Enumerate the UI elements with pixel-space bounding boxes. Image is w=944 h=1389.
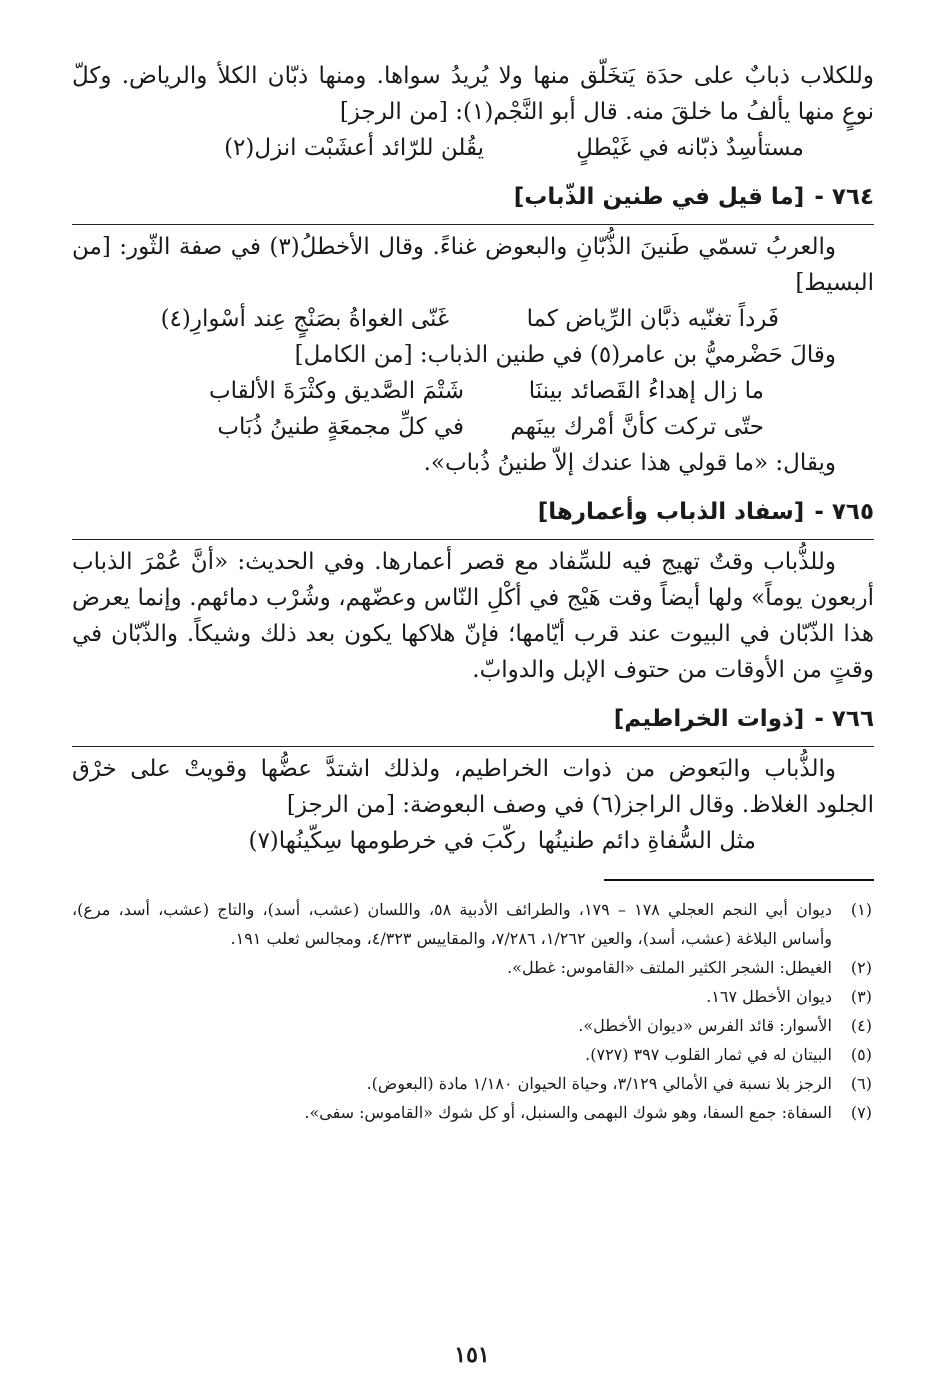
- footnote-number: (٤): [850, 1016, 872, 1035]
- footnote: [72, 953, 874, 982]
- section-heading-764: [72, 180, 874, 214]
- verse-hemistich-second: غَنّى الغواةُ بصَنْجٍ عِند أسْوارِ(٤): [160, 306, 449, 332]
- intro-paragraph: وللكلاب ذبابٌ على حدَة يَتخَلّق منها ولا يُريدُ سواها. ومنها ذبّان الكلأ والرياض. وكلّ نوعٍ منها يألفُ ما خلقَ منه. قال أبو النَّجْم(١): [من الرجز]: [72, 63, 874, 125]
- verse-hadrami-2: [72, 409, 874, 445]
- paragraph-hadrami: وقالَ حَضْرميُّ بن عامر(٥) في طنين الذباب: [من الكامل]: [294, 342, 836, 368]
- footnote-text: ديوان أبي النجم العجلي ١٧٨ – ١٧٩، والطرائف الأدبية ٥٨، واللسان (عشب، أسد)، والتاج (عشب، أسد، مرع)، وأساس البلاغة (عشب، أسد)، والعين ١/٢٦٢، ٧/٢٨٦، والمقاييس ٤/٣٢٣، ومجالس ثعلب ١٩١.: [72, 900, 832, 948]
- page-body: [72, 58, 874, 1127]
- verse-hemistich-first: مستأسِدٌ ذبّانه في غَيْطلٍ: [576, 135, 804, 161]
- footnote-number: (٧): [850, 1103, 872, 1122]
- section-heading-765: [72, 495, 874, 529]
- footnote-text: السفاة: جمع السفا، وهو شوك البهمى والسنبل، أو كل شوك «القاموس: سفى».: [304, 1103, 832, 1122]
- footnote-number: (١): [850, 900, 872, 919]
- paragraph-765: وللذُّباب وقتٌ تهيج فيه للسِّفاد مع قصر أعمارها. وفي الحديث: «أنَّ عُمْرَ الذباب أربعون يوماً» ولها أيضاً وقت هَيْج في أكْلِ النّاس وعضّهم، وشُرْب دمائهم. وإنما يعرض هذا الذّبّان في البيوت عند قرب أيّامها؛ فإنّ هلاكها يكون بعد ذلك وشيكاً. والذّبّان في وقتٍ من الأوقات من حتوف الإبل والدوابّ.: [72, 549, 874, 683]
- section-number: ٧٦٤ -: [814, 184, 874, 210]
- verse-hemistich-second: ركّبَ في خرطومها سِكّينُها(٧): [248, 828, 526, 854]
- footnote-number: (٥): [850, 1045, 872, 1064]
- footnote: [72, 1069, 874, 1098]
- paragraph-766: والذُّباب والبَعوض من ذوات الخراطيم، ولذلك اشتدَّ عضُّها وقويتْ على خرْق الجلود الغلاظ. وقال الراجز(٦) في وصف البعوضة: [من الرجز]: [72, 756, 874, 818]
- paragraph-764: والعربُ تسمّي طَنينَ الذُّبّانِ والبعوض غناءً. وقال الأخطلُ(٣) في صفة الثّور: [من البسيط]: [72, 234, 874, 296]
- footnote-number: (٣): [850, 987, 872, 1006]
- section-number: ٧٦٦ -: [814, 706, 874, 732]
- verse-hemistich-second: يقُلن للرّائد أعشَبْت انزل(٢): [224, 135, 484, 161]
- footnote: [72, 895, 874, 953]
- verse-hemistich-first: ما زال إهداءُ القَصائد بيننَا: [528, 378, 764, 404]
- verse-hemistich-first: مثل السُّفاةِ دائم طنينُها: [537, 828, 756, 854]
- verse-hemistich-second: شَتْمَ الصَّديق وكثْرَةَ الألقاب: [209, 378, 464, 404]
- verse-rajiz: [72, 823, 874, 859]
- footnote-separator: [604, 879, 874, 881]
- footnote: [72, 1011, 874, 1040]
- footnote: [72, 982, 874, 1011]
- footnote-text: الرجز بلا نسبة في الأمالي ٣/١٢٩، وحياة الحيوان ١/١٨٠ مادة (البعوض).: [366, 1074, 832, 1093]
- verse-akhtal: [72, 301, 874, 337]
- footnote-text: الأسوار: قائد الفرس «ديوان الأخطل».: [578, 1016, 832, 1035]
- footnote-number: (٢): [850, 958, 872, 977]
- verse-hemistich-second: في كلِّ مجمعَةٍ طنينُ ذُبَاب: [217, 414, 464, 440]
- footnote: [72, 1040, 874, 1069]
- section-heading-766: [72, 702, 874, 736]
- section-title: [ذوات الخراطيم]: [613, 706, 805, 732]
- footnote-text: الغيطل: الشجر الكثير الملتف «القاموس: غطل».: [507, 958, 832, 977]
- page-number: ١٥١: [454, 1342, 490, 1368]
- verse-hadrami-1: [72, 373, 874, 409]
- verse-abu-najm: [72, 130, 874, 166]
- footnote-list: [72, 895, 874, 1127]
- footnote-number: (٦): [850, 1074, 872, 1093]
- verse-hemistich-first: فَرداً تغنّيه ذبَّان الرِّياض كما: [526, 306, 779, 332]
- section-title: [سفاد الذباب وأعمارها]: [537, 499, 805, 525]
- footnote-text: ديوان الأخطل ١٦٧.: [706, 987, 832, 1006]
- section-number: ٧٦٥ -: [814, 499, 874, 525]
- footnote: [72, 1098, 874, 1127]
- section-title: [ما قيل في طنين الذّباب]: [513, 184, 805, 210]
- paragraph-saying: ويقال: «ما قولي هذا عندك إلاّ طنينُ ذُباب».: [423, 450, 836, 476]
- verse-hemistich-first: حتّى تركت كأنَّ أمْرك بينَهم: [510, 414, 764, 440]
- footnote-text: البيتان له في ثمار القلوب ٣٩٧ (٧٢٧).: [585, 1045, 832, 1064]
